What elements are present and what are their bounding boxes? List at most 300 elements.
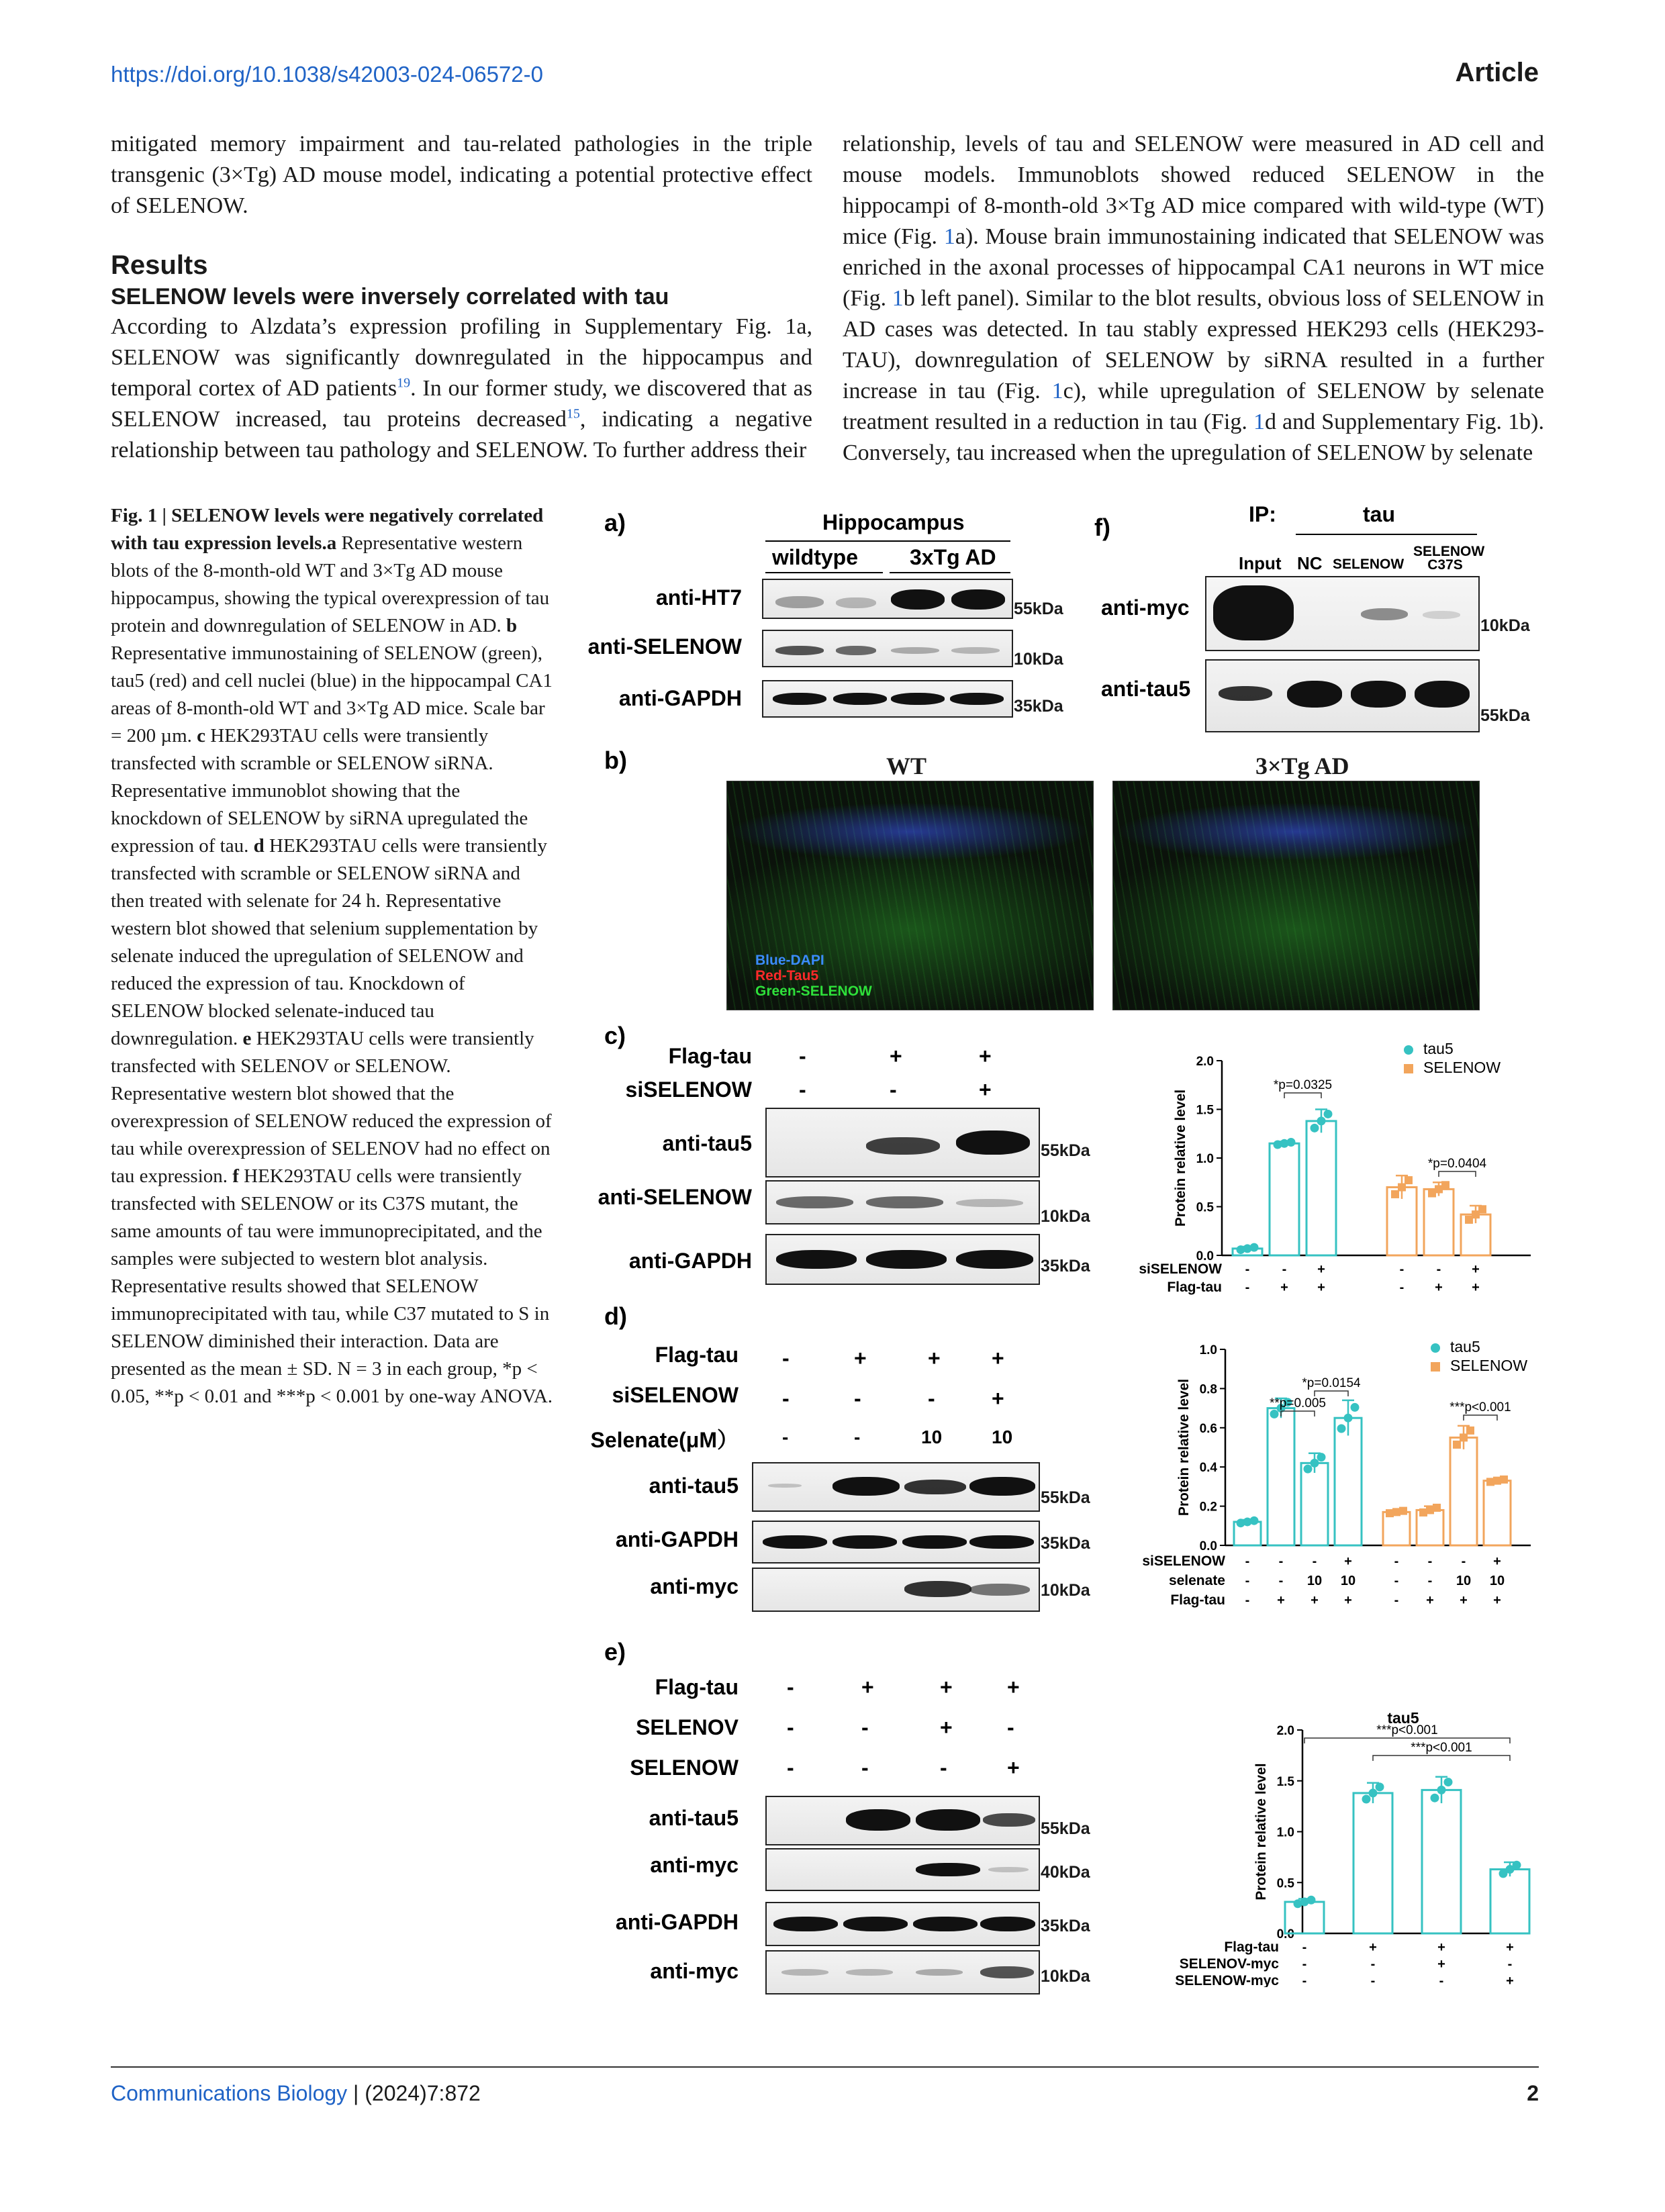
text-run: a). Mouse brain immunostaining indicated that SELENOW was enriched in the axonal processes of hippocampal CA1 neurons in WT mice (Fig. [843,224,1544,311]
condition-value: 10 [992,1427,1013,1447]
panel-label: b) [604,747,627,774]
data-point [1311,1124,1319,1133]
caption-text: HEK293TAU cells were transiently transfected with SELENOW or its C37S mutant, the same amounts of tau were immunoprecipitated, and the samples were subjected to western blot analysis. Representative results showed that SELENOW immunoprecipitated with tau, while C37 mutated to S in SELENOW diminished their interaction. Data are presented as the mean ± SD. N = 3 in each group, *p < 0.05, **p < 0.01 and ***p < 0.001 by one-way ANOVA. [111,1165,553,1407]
region-bracket-line [765,540,1010,542]
blot-row-label: anti-HT7 [656,585,742,610]
blot-band [969,1584,1030,1596]
western-blot-strip [762,630,1013,667]
data-point [1433,1504,1441,1512]
blot-row-label: anti-SELENOW [598,1185,752,1209]
blot-band [891,589,945,610]
text-run: relationship, levels of tau and SELENOW were measured in AD cell and mouse models. Immunoblots showed reduced SELENOW in the hippocampi of 8-month-old 3×Tg AD mice compared with wild-type (WT) mice (Fig. [843,132,1544,249]
significance-bracket [1315,1391,1348,1396]
panel-label: c) [604,1022,626,1049]
condition-value: + [1280,1280,1288,1295]
condition-value: - [787,1756,794,1780]
blot-row-label: anti-tau5 [649,1806,739,1830]
condition-value: + [928,1346,941,1370]
significance-label: ***p<0.001 [1411,1741,1472,1755]
condition-value: - [1394,1574,1399,1588]
legend-marker [1404,1045,1413,1055]
condition-value: + [1437,1940,1445,1955]
data-point [1250,1517,1259,1525]
condition-value: - [1302,1940,1307,1955]
caption-key: a [326,532,337,554]
significance-bracket [1439,1171,1476,1177]
condition-value: + [1437,1957,1445,1972]
blot-row-label: anti-GAPDH [615,1910,739,1934]
condition-value: - [799,1044,806,1068]
condition-value: - [854,1427,861,1447]
kda-marker: 35kDa [1041,1917,1090,1935]
y-axis-label: Protein relative level [1253,1763,1269,1901]
lane-label: SELENOW C37S [1413,544,1485,573]
condition-value: - [1302,1974,1307,1987]
condition-label: SELENOV-myc [1179,1956,1279,1972]
western-blot-strip [1205,659,1480,732]
condition-value: - [854,1386,861,1410]
western-blot-strip [1205,576,1480,651]
blot-band [832,1477,900,1496]
condition-label: Flag-tau [668,1044,752,1068]
bar-tau5 [1270,1143,1299,1255]
western-blot-strip [765,1234,1040,1285]
stain-legend-tau5: Red-Tau5 [755,968,819,983]
data-point [1398,1184,1406,1192]
condition-value: - [861,1715,869,1739]
blot-row-label: anti-myc [650,1853,739,1877]
condition-value: + [1317,1280,1325,1295]
western-blot-strip [762,579,1013,619]
caption-label: Fig. 1 | SELENOW levels were negatively correlated with tau expression levels. [111,505,544,554]
bar-tau5 [1353,1793,1392,1933]
data-point [1369,1788,1378,1797]
condition-label: siSELENOW [1142,1553,1225,1569]
ip-target-label: tau [1363,502,1395,526]
blot-row-label: anti-tau5 [649,1474,739,1498]
legend-marker [1431,1362,1440,1372]
blot-band [980,1966,1034,1978]
blot-band [891,693,945,705]
panel-label: a) [604,509,626,536]
data-point [1376,1782,1384,1791]
caption-text: HEK293TAU cells were transiently transfected with SELENOV or SELENOW. Representative western blot showed that the overexpression of SELENOW reduced the expression of tau while overexpression of SELENOV had no effect on tau expression. [111,1028,552,1187]
kda-marker: 35kDa [1041,1257,1090,1276]
legend-marker [1404,1064,1413,1073]
condition-value: + [940,1675,953,1699]
significance-label: ***p<0.001 [1376,1723,1438,1737]
blot-band [833,693,887,705]
bar-tau5 [1306,1121,1336,1255]
blot-band [776,1196,853,1208]
caption-key: f [232,1165,239,1187]
significance-bracket [1464,1415,1497,1421]
condition-value: - [1427,1554,1433,1569]
subsection-title: SELENOW levels were inversely correlated with tau [111,284,669,309]
condition-value: + [992,1386,1004,1410]
condition-value: + [1277,1593,1285,1608]
significance-bracket [1284,1093,1321,1098]
blot-band [775,596,824,608]
text-run: b left panel). Similar to the blot results, obvious loss of SELENOW in AD cases was detected. In tau stably expressed HEK293 cells (HEK293-TAU), downregulation of SELENOW by siRNA resulted in a further increase in tau (Fig. [843,286,1544,403]
y-tick-label: 0.6 [1199,1421,1217,1436]
significance-label: ***p<0.001 [1449,1400,1511,1414]
condition-value: + [1426,1593,1434,1608]
data-point [1500,1476,1508,1484]
data-point [1317,1453,1326,1461]
intro-paragraph: mitigated memory impairment and tau-related pathologies in the triple transgenic (3×Tg) AD mouse model, indicating a potential protective effect of SELENOW. [111,132,812,218]
bar-selenow [1484,1481,1511,1545]
region-label: Hippocampus [822,510,965,534]
kda-marker: 10kDa [1480,616,1530,635]
condition-value: - [1245,1574,1250,1588]
data-point [1351,1403,1360,1412]
panel-label: f) [1094,514,1110,541]
condition-value: 10 [921,1427,943,1447]
panel-label: e) [604,1638,626,1666]
group-bracket-line [765,572,883,573]
caption-text: HEK293TAU cells were transiently transfected with scramble or SELENOW siRNA. Representative immunoblot showing that the knockdown of SELENOW by siRNA upregulated the expression of tau. [111,725,528,857]
blot-band [969,1477,1035,1496]
caption-text: HEK293TAU cells were transiently transfected with scramble or SELENOW siRNA and then treated with selenate for 24 h. Representative western blot showed that selenium supplementation by selenate induced the upregulation of SELENOW and reduced the expression of tau. Knockdown of SELENOW blocked selenate-induced tau downregulation. [111,835,548,1049]
condition-label: siSELENOW [1139,1261,1222,1277]
immunostaining-image-3xtg [1112,781,1480,1010]
condition-label: SELENOV [636,1715,739,1739]
blot-row-label: anti-tau5 [662,1131,752,1155]
condition-value: + [979,1044,992,1068]
volume-info: | (2024)7:872 [347,2081,481,2105]
blot-row-label: anti-myc [1101,595,1190,620]
bar-selenow [1424,1189,1454,1255]
blot-band [1423,611,1460,619]
blot-band [773,1917,838,1931]
condition-value: - [1245,1280,1250,1295]
blot-band [846,1809,910,1831]
text-column-left [111,129,812,466]
condition-value: + [1369,1940,1377,1955]
figure-link[interactable]: 1 [943,224,955,249]
bar-tau5 [1268,1408,1294,1545]
text-run: c), while upregulation of SELENOW by selenate treatment resulted in a reduction in tau (Fig. [843,379,1545,434]
article-type-label: Article [1455,58,1539,87]
footer-divider [111,2066,1539,2068]
condition-value: - [1245,1554,1250,1569]
chart-title: tau5 [1387,1709,1419,1727]
data-point [1324,1110,1333,1118]
data-point [1307,1896,1316,1905]
condition-value: - [1312,1554,1317,1569]
footer-citation [111,2081,481,2106]
micrograph-title-3xtg: 3×Tg AD [1255,753,1349,779]
condition-value: - [1399,1280,1405,1295]
significance-label: **p=0.005 [1270,1396,1326,1410]
blot-band [916,1863,980,1876]
blot-band [902,1535,967,1549]
legend-label: SELENOW [1450,1357,1528,1374]
blot-band [836,597,876,608]
western-blot-strip [765,1902,1040,1946]
blot-band [846,1969,893,1976]
condition-value: - [1439,1974,1444,1987]
data-point [1405,1176,1413,1184]
y-tick-label: 0.5 [1196,1200,1214,1215]
data-point [1431,1794,1439,1802]
figure-link[interactable]: 1 [1253,410,1265,434]
condition-value: - [1461,1554,1466,1569]
data-point [1391,1190,1399,1198]
western-blot-strip [765,1108,1040,1177]
y-tick-label: 0.0 [1276,1927,1294,1941]
condition-value: - [787,1675,794,1699]
caption-key: b [506,615,518,636]
kda-marker: 55kDa [1014,599,1063,618]
blot-band [781,1969,828,1976]
blot-band [832,1535,897,1549]
blot-band [866,1196,943,1208]
condition-value: - [861,1756,869,1780]
condition-value: - [1394,1593,1399,1608]
kda-marker: 55kDa [1041,1141,1090,1160]
immunostaining-image-wt [726,781,1094,1010]
condition-value: + [1493,1593,1501,1608]
y-tick-label: 1.0 [1276,1825,1294,1840]
condition-value: + [1344,1554,1352,1569]
condition-value: - [782,1427,789,1447]
data-point [1362,1795,1371,1804]
condition-value: - [1507,1957,1513,1972]
blot-band [1351,681,1406,708]
legend-label: tau5 [1450,1338,1480,1355]
condition-value: - [1245,1593,1250,1608]
caption-text: Representative immunostaining of SELENOW (green), tau5 (red) and cell nuclei (blue) in the hippocampal CA1 areas of 8-month-old WT and 3×Tg AD mice. Scale bar = 200 µm. [111,642,553,747]
blot-band [891,647,939,654]
doi-link[interactable]: https://doi.org/10.1038/s42003-024-06572-0 [111,62,543,87]
caption-key: e [242,1028,252,1049]
group-bracket-line [890,572,1010,573]
y-tick-label: 0.5 [1276,1876,1294,1891]
blot-band [983,1813,1035,1827]
legend-label: tau5 [1423,1040,1454,1057]
y-axis-label: Protein relative level [1176,1378,1192,1517]
blot-band [773,693,826,705]
data-point [1304,1465,1313,1474]
reference-link[interactable]: 19 [397,375,411,391]
data-point [1441,1181,1449,1189]
blot-row-label: anti-tau5 [1101,677,1191,701]
group-label: 3xTg AD [910,545,996,569]
micrograph-title-wt: WT [886,753,927,779]
condition-value: - [1282,1262,1287,1277]
blot-band [866,1250,947,1269]
blot-band [776,1250,857,1269]
text-column-right [843,129,1544,469]
blot-band [988,1867,1029,1872]
y-tick-label: 1.0 [1196,1152,1214,1166]
blot-band [956,1250,1033,1269]
condition-label: SELENOW [630,1756,739,1780]
condition-value: - [799,1077,806,1102]
caption-key: d [253,835,265,857]
condition-value: - [1399,1262,1405,1277]
condition-value: + [940,1715,953,1739]
condition-value: - [940,1756,947,1780]
condition-label: SELENOW-myc [1175,1973,1279,1987]
blot-band [904,1581,971,1597]
blot-band [916,1969,963,1976]
condition-value: + [1472,1280,1480,1295]
reference-link[interactable]: 15 [566,406,580,422]
y-tick-label: 0.2 [1199,1500,1217,1514]
data-point [1399,1507,1407,1515]
significance-bracket [1304,1738,1510,1743]
western-blot-strip [765,1796,1040,1845]
blot-band [866,1137,940,1155]
text-run: , indicating a negative relationship between tau pathology and SELENOW. To further address their [111,407,812,463]
blot-band [836,646,876,655]
condition-value: - [928,1386,935,1410]
y-tick-label: 2.0 [1276,1724,1294,1738]
condition-value: - [787,1715,794,1739]
data-point [1466,1427,1474,1435]
data-point [1311,1459,1319,1468]
condition-value: + [890,1044,902,1068]
blot-band [904,1480,966,1494]
condition-label: Flag-tau [655,1675,739,1699]
blot-band [951,589,1005,610]
condition-value: 10 [1456,1574,1472,1588]
kda-marker: 35kDa [1041,1534,1090,1553]
condition-value: + [861,1675,874,1699]
bar-tau5 [1490,1870,1529,1933]
data-point [1250,1243,1259,1252]
y-tick-label: 1.5 [1276,1774,1294,1789]
condition-label: siSELENOW [612,1383,739,1407]
condition-value: + [1435,1280,1443,1295]
condition-value: + [1460,1593,1468,1608]
condition-value: + [1506,1940,1514,1955]
blot-band [951,647,1000,654]
condition-value: - [1394,1554,1399,1569]
y-tick-label: 2.0 [1196,1055,1214,1069]
y-tick-label: 0.4 [1199,1461,1217,1476]
condition-label: siSELENOW [625,1077,752,1102]
condition-value: + [1007,1756,1020,1780]
condition-value: - [890,1077,897,1102]
blot-band [775,646,824,655]
blot-row-label: anti-myc [650,1574,739,1598]
condition-value: - [782,1386,790,1410]
kda-marker: 55kDa [1480,706,1530,725]
stain-legend-selenow: Green-SELENOW [755,983,872,999]
blot-band [843,1917,908,1931]
condition-value: + [1344,1593,1352,1608]
kda-marker: 10kDa [1041,1207,1090,1226]
kda-marker: 10kDa [1014,650,1063,669]
kda-marker: 10kDa [1041,1967,1090,1986]
condition-value: - [1427,1574,1433,1588]
data-point [1287,1138,1296,1147]
western-blot-strip [765,1950,1040,1994]
results-paragraph-continued [843,129,1544,469]
blot-band [768,1484,802,1488]
data-point [1317,1116,1326,1125]
blot-band [763,1535,827,1549]
figure-link[interactable]: 1 [892,286,904,311]
blot-band [980,1917,1035,1931]
condition-value: - [1278,1554,1284,1569]
data-point [1444,1778,1453,1786]
condition-value: + [1311,1593,1319,1608]
western-blot-strip [762,680,1013,718]
bar-chart-panel-e [1101,1709,1544,1987]
condition-value: - [1278,1574,1284,1588]
y-tick-label: 0.8 [1199,1382,1217,1397]
condition-value: + [992,1346,1004,1370]
ip-label: IP: [1249,502,1276,526]
figure-caption [111,502,554,1410]
caption-key: c [197,725,205,747]
condition-value: + [1007,1675,1020,1699]
y-tick-label: 1.0 [1199,1343,1217,1357]
condition-value: - [1302,1957,1307,1972]
condition-value: - [1245,1262,1250,1277]
bar-chart-panel-c [1101,1034,1544,1309]
results-paragraph [111,311,812,466]
blot-band [1287,681,1342,708]
legend-marker [1431,1343,1440,1353]
blot-row-label: anti-GAPDH [628,1249,752,1273]
condition-label: Selenate(μM） [590,1428,739,1452]
condition-value: + [979,1077,992,1102]
western-blot-strip [765,1180,1040,1224]
y-tick-label: 1.5 [1196,1103,1214,1118]
data-point [1344,1414,1353,1423]
bar-selenow [1450,1437,1477,1545]
significance-label: *p=0.0404 [1427,1157,1487,1171]
western-blot-strip [752,1462,1040,1512]
condition-value: + [1317,1262,1325,1277]
condition-value: + [1493,1554,1501,1569]
y-tick-label: 0.0 [1196,1249,1214,1263]
text-run: According to Alzdata’s expression profiling in Supplementary Fig. 1a, SELENOW was significantly downregulated in the hippocampus and temporal cortex of AD patients [111,314,812,401]
significance-label: *p=0.0154 [1302,1376,1361,1390]
western-blot-strip [765,1848,1040,1891]
blot-band [913,1917,978,1931]
caption-text: Representative western blots of the 8-month-old WT and 3×Tg AD mouse hippocampus, showing the typical overexpression of tau protein and downregulation of SELENOW in AD. [111,532,550,636]
blot-row-label: anti-myc [650,1959,739,1983]
y-tick-label: 0.0 [1199,1539,1217,1553]
blot-band [1213,585,1294,640]
data-point [1270,1410,1279,1418]
condition-value: 10 [1306,1574,1323,1588]
condition-label: Flag-tau [655,1343,739,1367]
significance-bracket [1281,1411,1315,1416]
condition-label: Flag-tau [1170,1592,1225,1608]
condition-label: Flag-tau [1167,1280,1222,1295]
condition-value: 10 [1489,1574,1505,1588]
lane-label: SELENOW [1333,557,1405,572]
panel-label: d) [604,1302,627,1330]
figure-link[interactable]: 1 [1051,379,1063,403]
condition-value: - [1370,1957,1376,1972]
condition-value: + [854,1346,867,1370]
blot-band [1361,608,1408,620]
western-blot-strip [752,1568,1040,1612]
section-title: Results [111,250,208,280]
journal-name[interactable]: Communications Biology [111,2081,348,2105]
kda-marker: 40kDa [1041,1863,1090,1882]
blot-band [950,693,1004,705]
